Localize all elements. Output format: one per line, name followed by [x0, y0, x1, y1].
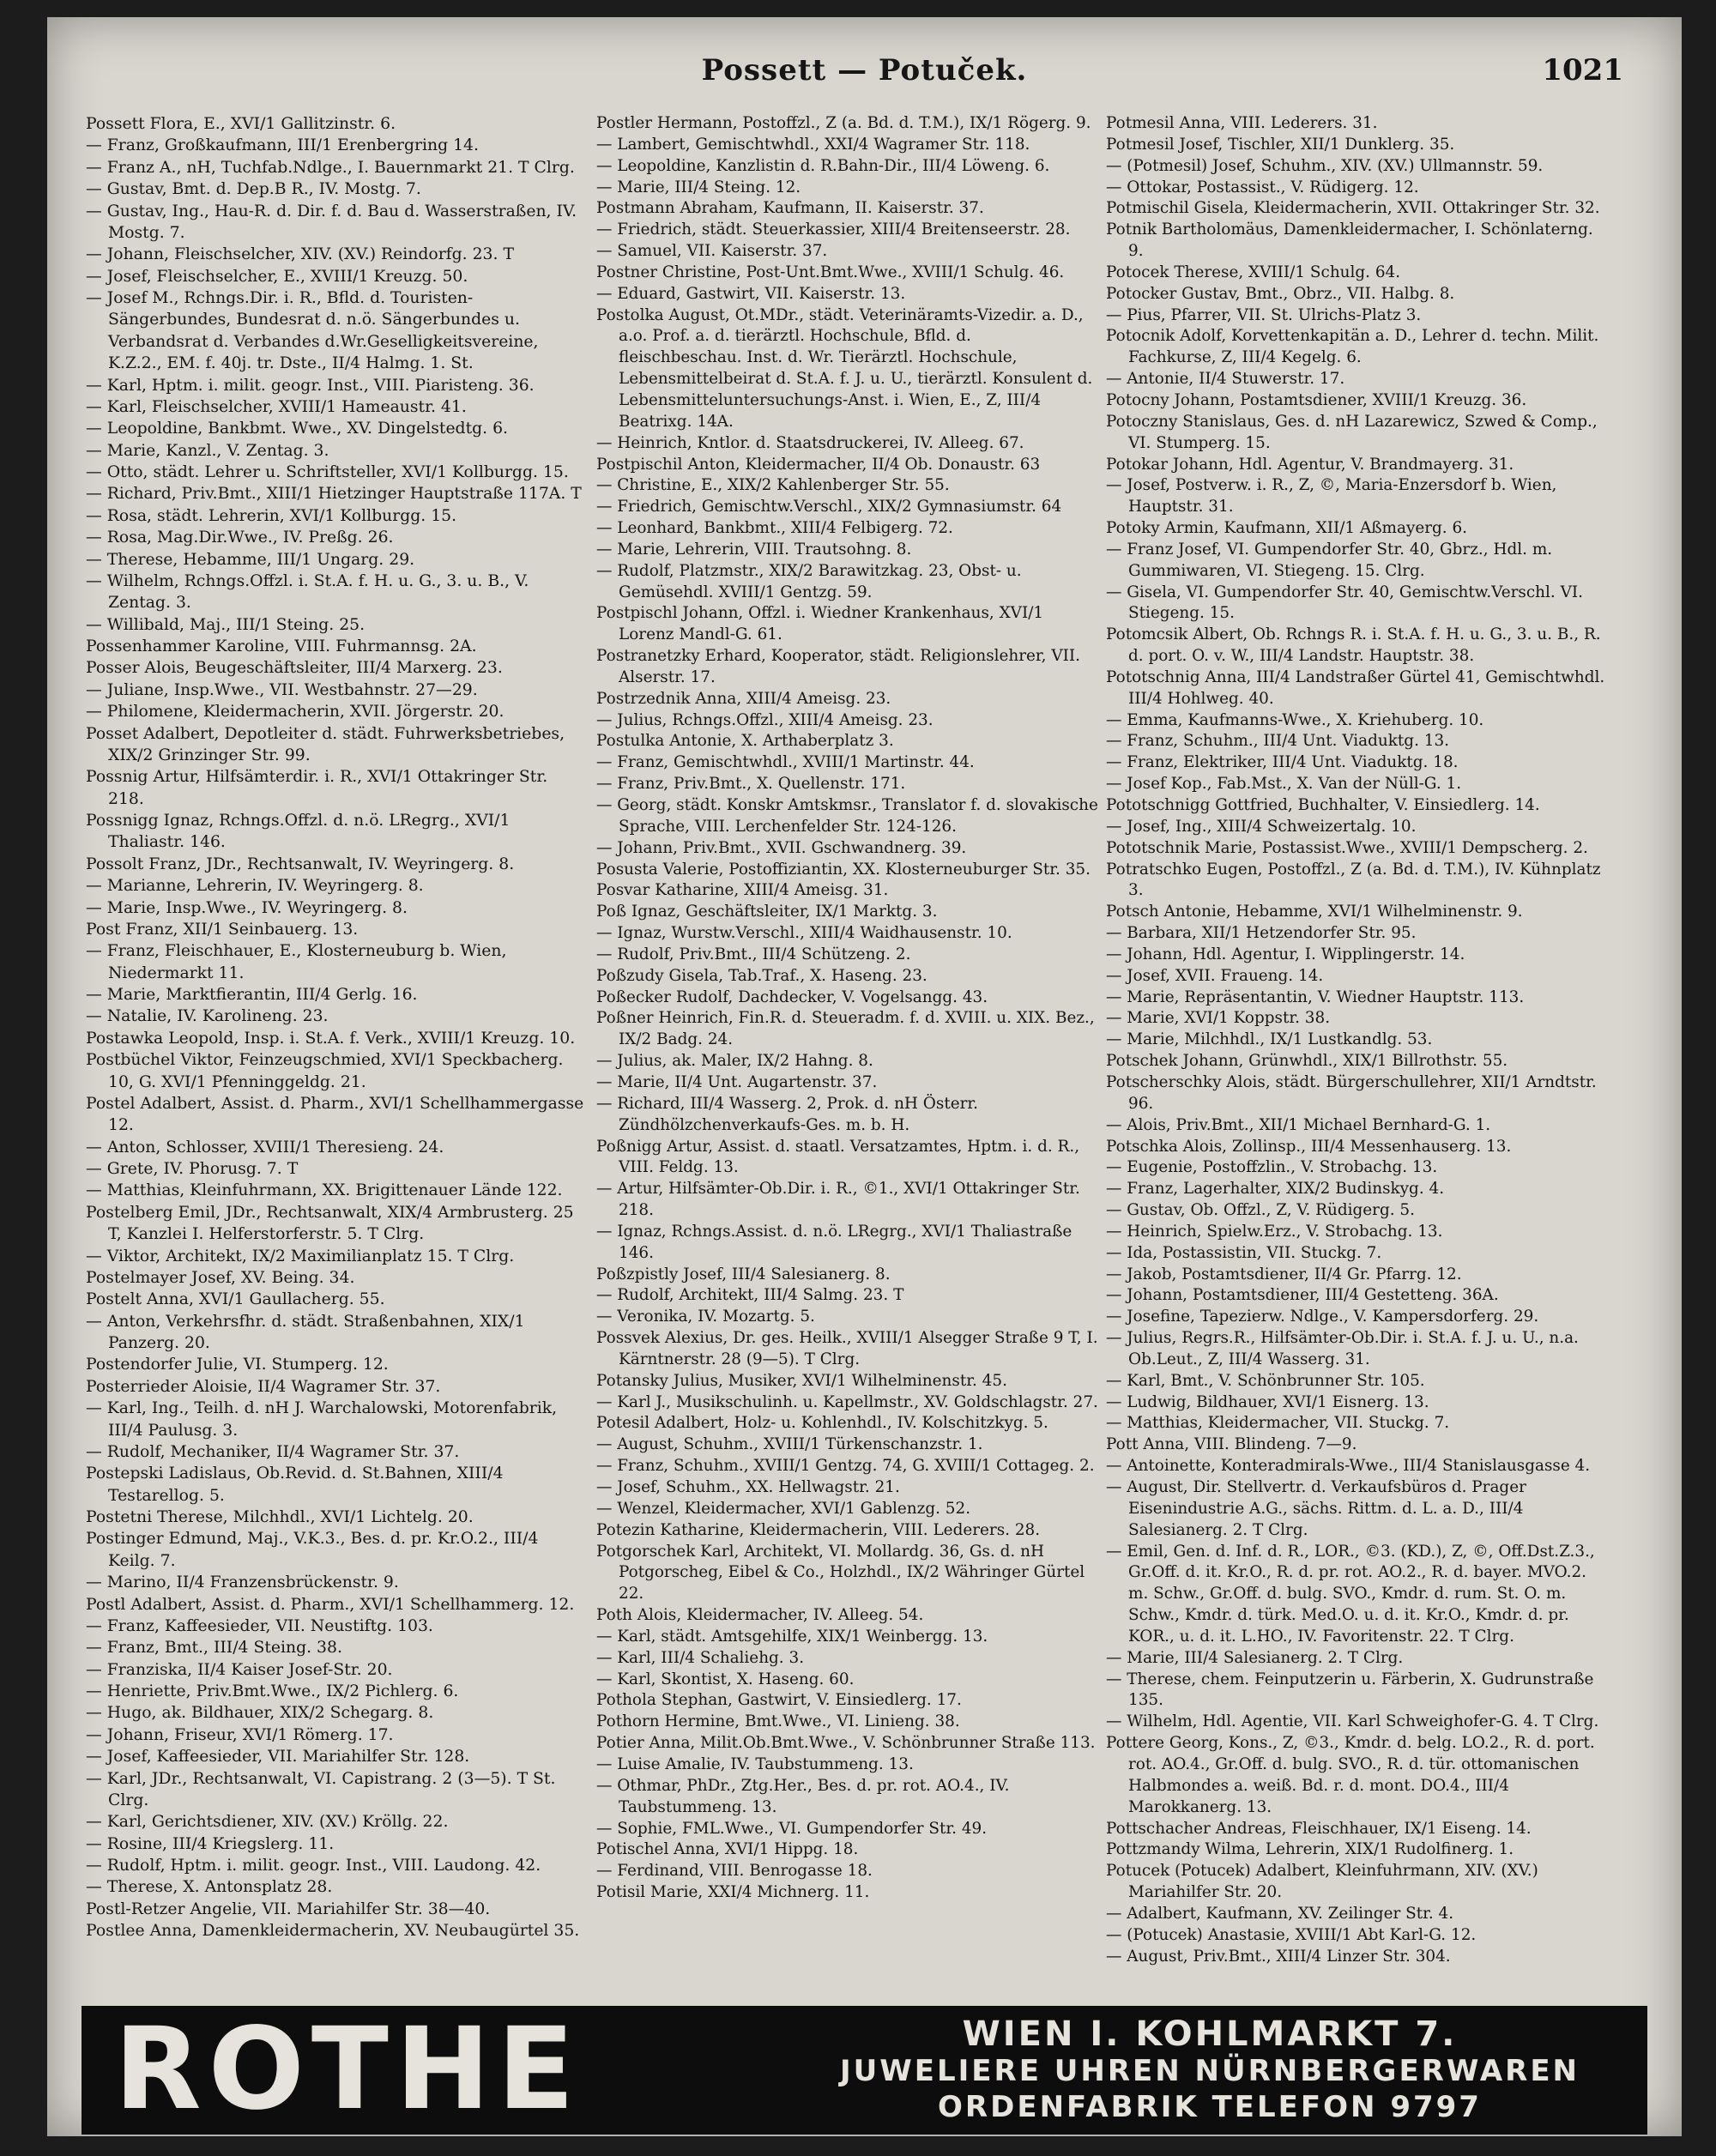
- directory-entry: Possnig Artur, Hilfsämterdir. i. R., XVI/1 Ottakringer Str. 218.: [86, 768, 548, 808]
- directory-entry: — Gustav, Ing., Hau-R. d. Dir. f. d. Bau d. Wasserstraßen, IV. Mostg. 7.: [86, 202, 577, 242]
- directory-entry: — Rosa, städt. Lehrerin, XVI/1 Kollburgg. 15.: [86, 506, 457, 525]
- directory-entry: Postrzednik Anna, XIII/4 Ameisg. 23.: [596, 689, 891, 708]
- directory-entry: — Wilhelm, Hdl. Agentie, VII. Karl Schweighofer-G. 4. T Clrg.: [1106, 1712, 1599, 1731]
- directory-entry: — Marie, III/4 Steing. 12.: [596, 178, 801, 196]
- directory-entry: — Franz A., nH, Tuchfab.Ndlge., I. Bauernmarkt 21. T Clrg.: [86, 158, 575, 177]
- directory-entry: — Sophie, FML.Wwe., VI. Gumpendorfer Str. 49.: [596, 1819, 988, 1838]
- directory-entry: — Rosine, III/4 Kriegslerg. 11.: [86, 1834, 335, 1853]
- directory-entry: Pothola Stephan, Gastwirt, V. Einsiedlerg. 17.: [596, 1691, 962, 1710]
- directory-entry: — Eugenie, Postoffzlin., V. Strobachg. 13.: [1106, 1158, 1438, 1177]
- directory-entry: Potgorschek Karl, Architekt, VI. Mollardg. 36, Gs. d. nH Potgorscheg, Eibel & Co., Holzhdl., IX/2 Währinger Gürtel 22.: [596, 1542, 1085, 1603]
- ad-factory-phone: ORDENFABRIK TELEFON 9797: [938, 2090, 1482, 2124]
- directory-entry: Possolt Franz, JDr., Rechtsanwalt, IV. Weyringerg. 8.: [86, 855, 515, 873]
- directory-entry: Postolka August, Ot.MDr., städt. Veterinäramts-Vizedir. a. D., a.o. Prof. a. d. tierärztl. Hochschule, Bfld. d. fleischbeschau. Inst. d. Wr. Tierärztl. Hochschule, Lebensmittelbeirat d. St.A. f. J. u. U., tierärztl. Konsulent d. Lebensmitteluntersuchungs-Anst. i. Wien, E., Z, III/4 Beatrixg. 14A.: [596, 305, 1093, 431]
- directory-entry: — Karl, städt. Amtsgehilfe, XIX/1 Weinbergg. 13.: [596, 1627, 988, 1646]
- directory-entry: — Matthias, Kleinfuhrmann, XX. Brigittenauer Lände 122.: [86, 1181, 563, 1200]
- directory-entry: Potmischil Gisela, Kleidermacherin, XVII. Ottakringer Str. 32.: [1106, 199, 1600, 218]
- directory-entry: — Karl, Gerichtsdiener, XIV. (XV.) Kröllg. 22.: [86, 1813, 449, 1832]
- directory-entry: Poßzpistly Josef, III/4 Salesianerg. 8.: [596, 1265, 891, 1283]
- directory-entry: — Christine, E., XIX/2 Kahlenberger Str. 55.: [596, 476, 950, 495]
- directory-entry: Pototschnig Anna, III/4 Landstraßer Gürtel 41, Gemischtwhdl. III/4 Hohlweg. 40.: [1106, 667, 1605, 708]
- directory-entry: Potnik Bartholomäus, Damenkleidermacher, I. Schönlaterng. 9.: [1106, 220, 1593, 261]
- directory-entry: — Marie, Repräsentantin, V. Wiedner Hauptstr. 113.: [1106, 987, 1525, 1006]
- directory-entry: — Rudolf, Hptm. i. milit. geogr. Inst., VIII. Laudong. 42.: [86, 1857, 541, 1875]
- directory-entry: — Leopoldine, Bankbmt. Wwe., XV. Dingelstedtg. 6.: [86, 420, 509, 438]
- directory-entry: — Rudolf, Mechaniker, II/4 Wagramer Str. 37.: [86, 1442, 460, 1461]
- directory-entry: — (Potucek) Anastasie, XVIII/1 Abt Karl-G. 12.: [1106, 1925, 1477, 1944]
- directory-entry: Postulka Antonie, X. Arthaberplatz 3.: [596, 732, 894, 751]
- directory-entry: — Antoinette, Konteradmirals-Wwe., III/4 Stanislausgasse 4.: [1106, 1457, 1591, 1476]
- directory-entry: — Josef M., Rchngs.Dir. i. R., Bfld. d. Touristen-Sängerbundes, Bundesrat d. n.ö. Sängerbundes u. Verbandsrat d. Verbandes d.Wr.Geselligkeitsvereine, K.Z.2., EM. f. 40j. tr. Dste., II/4 Halmg. 1. St.: [86, 289, 539, 373]
- directory-page: [47, 17, 1682, 2136]
- directory-entry: — Marie, III/4 Salesianerg. 2. T Clrg.: [1106, 1648, 1404, 1667]
- directory-entry: — Ignaz, Wurstw.Verschl., XIII/4 Waidhausenstr. 10.: [596, 924, 1012, 943]
- directory-entry: — Therese, chem. Feinputzerin u. Färberin, X. Gudrunstraße 135.: [1106, 1670, 1594, 1710]
- directory-entry: — Marie, XVI/1 Koppstr. 38.: [1106, 1009, 1331, 1028]
- directory-entry: — Heinrich, Kntlor. d. Staatsdruckerei, IV. Alleeg. 67.: [596, 433, 1024, 452]
- directory-entry: — Leonhard, Bankbmt., XIII/4 Felbigerg. 72.: [596, 519, 953, 538]
- directory-entry: — Gustav, Bmt. d. Dep.B R., IV. Mostg. 7.: [86, 180, 421, 199]
- directory-entry: — Marie, Lehrerin, VIII. Trautsohng. 8.: [596, 540, 912, 559]
- directory-entry: — Karl, III/4 Schaliehg. 3.: [596, 1648, 805, 1667]
- directory-entry: — Adalbert, Kaufmann, XV. Zeilinger Str. 4.: [1106, 1904, 1454, 1923]
- directory-entry: — Therese, Hebamme, III/1 Ungarg. 29.: [86, 550, 415, 569]
- directory-entry: — Franz, Gemischtwhdl., XVIII/1 Martinstr. 44.: [596, 753, 975, 772]
- directory-entry: — Samuel, VII. Kaiserstr. 37.: [596, 242, 828, 261]
- directory-entry: — Josef, Kaffeesieder, VII. Mariahilfer Str. 128.: [86, 1748, 470, 1766]
- directory-entry: — Karl, Skontist, X. Haseng. 60.: [596, 1670, 855, 1688]
- directory-entry: — Ottokar, Postassist., V. Rüdigerg. 12.: [1106, 178, 1419, 196]
- directory-entry: — Josef, Ing., XIII/4 Schweizertalg. 10.: [1106, 817, 1417, 836]
- directory-entry: Potocek Therese, XVIII/1 Schulg. 64.: [1106, 263, 1401, 281]
- directory-entry: — Josef, Postverw. i. R., Z, ©, Maria-Enzersdorf b. Wien, Hauptstr. 31.: [1106, 476, 1557, 516]
- directory-entry: — Josef, Fleischselcher, E., XVIII/1 Kreuzg. 50.: [86, 267, 468, 286]
- directory-entry: Potier Anna, Milit.Ob.Bmt.Wwe., V. Schönbrunner Straße 113.: [596, 1734, 1096, 1753]
- directory-entry: — Ida, Postassistin, VII. Stuckg. 7.: [1106, 1243, 1382, 1262]
- directory-entry: Potschka Alois, Zollinsp., III/4 Messenhauserg. 13.: [1106, 1137, 1512, 1156]
- directory-entry: Pototschnigg Gottfried, Buchhalter, V. Einsiedlerg. 14.: [1106, 796, 1540, 814]
- directory-entry: Potansky Julius, Musiker, XVI/1 Wilhelminenstr. 45.: [596, 1371, 1007, 1390]
- directory-column-2: [596, 113, 1098, 1988]
- directory-entry: Postepski Ladislaus, Ob.Revid. d. St.Bahnen, XIII/4 Testarellog. 5.: [86, 1465, 504, 1505]
- directory-entry: Poßzudy Gisela, Tab.Traf., X. Haseng. 23.: [596, 966, 927, 985]
- directory-entry: — August, Priv.Bmt., XIII/4 Linzer Str. 304.: [1106, 1947, 1451, 1966]
- directory-entry: Potoczny Stanislaus, Ges. d. nH Lazarewicz, Szwed & Comp., VI. Stumperg. 15.: [1106, 412, 1598, 452]
- directory-entry: — Josef Kop., Fab.Mst., X. Van der Nüll-G. 1.: [1106, 775, 1462, 794]
- directory-entry: Possett Flora, E., XVI/1 Gallitzinstr. 6.: [86, 115, 396, 133]
- directory-entry: Potmesil Josef, Tischler, XII/1 Dunklerg. 35.: [1106, 135, 1455, 154]
- directory-entry: — Julius, Regrs.R., Hilfsämter-Ob.Dir. i. St.A. f. J. u. U., n.a. Ob.Leut., Z, III/4 Wasserg. 31.: [1106, 1329, 1579, 1368]
- ad-trades: JUWELIERE UHREN NÜRNBERGERWAREN: [839, 2054, 1580, 2088]
- directory-entry: — Julius, ak. Maler, IX/2 Hahng. 8.: [596, 1052, 873, 1071]
- directory-entry: Postinger Edmund, Maj., V.K.3., Bes. d. pr. Kr.O.2., III/4 Keilg. 7.: [86, 1530, 539, 1570]
- directory-entry: Poth Alois, Kleidermacher, IV. Alleeg. 54.: [596, 1606, 924, 1625]
- directory-entry: Post Franz, XII/1 Seinbauerg. 13.: [86, 920, 359, 939]
- directory-entry: Postl Adalbert, Assist. d. Pharm., XVI/1 Schellhammerg. 12.: [86, 1595, 575, 1614]
- directory-entry: — Marino, II/4 Franzensbrückenstr. 9.: [86, 1573, 399, 1592]
- directory-entry: Poßner Heinrich, Fin.R. d. Steueradm. f. d. XVIII. u. XIX. Bez., IX/2 Badg. 24.: [596, 1009, 1095, 1049]
- directory-entry: — Marie, Kanzl., V. Zentag. 3.: [86, 441, 329, 460]
- directory-entry: Poßnigg Artur, Assist. d. staatl. Versatzamtes, Hptm. i. d. R., VIII. Feldg. 13.: [596, 1137, 1080, 1177]
- directory-entry: Postel Adalbert, Assist. d. Pharm., XVI/1 Schellhammergasse 12.: [86, 1094, 584, 1135]
- directory-entry: — Heinrich, Spielw.Erz., V. Strobachg. 13.: [1106, 1222, 1443, 1241]
- directory-entry: Potratschko Eugen, Postoffzl., Z (a. Bd. d. T.M.), IV. Kühnplatz 3.: [1106, 860, 1601, 900]
- directory-entry: — Rudolf, Platzmstr., XIX/2 Barawitzkag. 23, Obst- u. Gemüsehdl. XVIII/1 Gentzg. 59.: [596, 561, 1022, 601]
- directory-entry: — Emil, Gen. d. Inf. d. R., LOR., ©3. (KD.), Z, ©, Off.Dst.Z.3., Gr.Off. d. it. Kr.O., R. d. pr. rot. AO.2., R. d. bayer. MVO.2. m. Schw., Gr.Off. d. bulg. SVO., Kmdr. d. rum. St. O. m. Schw., Kmdr. d. türk. Med.O. u. d. it. Kr.O., Kmdr. d. pr. KOR., u. d. it. L.HO., IV. Favoritenstr. 22. T Clrg.: [1106, 1542, 1595, 1646]
- directory-entry: — Natalie, IV. Karolineng. 23.: [86, 1007, 329, 1026]
- directory-entry: Potokar Johann, Hdl. Agentur, V. Brandmayerg. 31.: [1106, 455, 1514, 474]
- directory-entry: Postelmayer Josef, XV. Being. 34.: [86, 1268, 355, 1287]
- directory-entry: — Luise Amalie, IV. Taubstummeng. 13.: [596, 1754, 914, 1773]
- directory-entry: Potocnik Adolf, Korvettenkapitän a. D., Lehrer d. techn. Milit. Fachkurse, Z, III/4 Kegelg. 6.: [1106, 327, 1599, 367]
- directory-entry: — Willibald, Maj., III/1 Steing. 25.: [86, 615, 366, 634]
- directory-entry: Pottschacher Andreas, Fleischhauer, IX/1 Eiseng. 14.: [1106, 1819, 1532, 1838]
- directory-entry: Possenhammer Karoline, VIII. Fuhrmannsg. 2A.: [86, 637, 477, 655]
- directory-entry: — Karl, Bmt., V. Schönbrunner Str. 105.: [1106, 1371, 1425, 1390]
- directory-entry: Postelberg Emil, JDr., Rechtsanwalt, XIX/4 Armbrusterg. 25 T, Kanzlei I. Helferstorferstr. 5. T Clrg.: [86, 1203, 574, 1244]
- directory-entry: — Rudolf, Architekt, III/4 Salmg. 23. T: [596, 1286, 904, 1305]
- directory-entry: — Jakob, Postamtsdiener, II/4 Gr. Pfarrg. 12.: [1106, 1265, 1462, 1283]
- directory-entry: — Gisela, VI. Gumpendorfer Str. 40, Gemischtw.Verschl. VI. Stiegeng. 15.: [1106, 583, 1583, 623]
- directory-entry: — Georg, städt. Konskr Amtskmsr., Translator f. d. slovakische Sprache, VIII. Lerchenfelder Str. 124-126.: [596, 796, 1098, 836]
- directory-entry: Potomcsik Albert, Ob. Rchngs R. i. St.A. f. H. u. G., 3. u. B., R. d. port. O. v. W., III/4 Landstr. Hauptstr. 38.: [1106, 625, 1601, 666]
- directory-entry: — Henriette, Priv.Bmt.Wwe., IX/2 Pichlerg. 6.: [86, 1682, 459, 1700]
- directory-entry: Potmesil Anna, VIII. Lederers. 31.: [1106, 114, 1378, 132]
- directory-entry: Possnigg Ignaz, Rchngs.Offzl. d. n.ö. LRegrg., XVI/1 Thaliastr. 146.: [86, 812, 511, 852]
- directory-entry: — Franziska, II/4 Kaiser Josef-Str. 20.: [86, 1660, 393, 1679]
- directory-entry: Pottzmandy Wilma, Lehrerin, XIX/1 Rudolfinerg. 1.: [1106, 1840, 1514, 1859]
- directory-entry: Postendorfer Julie, VI. Stumperg. 12.: [86, 1356, 389, 1374]
- directory-entry: — Johann, Postamtsdiener, III/4 Gestetteng. 36A.: [1106, 1286, 1499, 1305]
- directory-entry: — Barbara, XII/1 Hetzendorfer Str. 95.: [1106, 924, 1417, 943]
- directory-entry: — Rosa, Mag.Dir.Wwe., IV. Preßg. 26.: [86, 528, 394, 547]
- directory-entry: — Anton, Verkehrsfhr. d. städt. Straßenbahnen, XIX/1 Panzerg. 20.: [86, 1312, 525, 1352]
- directory-entry: — Marie, Marktfierantin, III/4 Gerlg. 16.: [86, 986, 418, 1004]
- directory-entry: — Franz, Großkaufmann, III/1 Erenbergring 14.: [86, 136, 479, 155]
- directory-entry: Posser Alois, Beugeschäftsleiter, III/4 Marxerg. 23.: [86, 659, 503, 678]
- directory-entry: Pothorn Hermine, Bmt.Wwe., VI. Linieng. 38.: [596, 1712, 960, 1731]
- directory-entry: — Matthias, Kleidermacher, VII. Stuckg. 7.: [1106, 1414, 1450, 1433]
- directory-entry: — Johann, Priv.Bmt., XVII. Gschwandnerg. 39.: [596, 838, 967, 857]
- directory-entry: Postl-Retzer Angelie, VII. Mariahilfer Str. 38—40.: [86, 1899, 491, 1918]
- directory-entry: — Rudolf, Priv.Bmt., III/4 Schützeng. 2.: [596, 945, 911, 963]
- directory-entry: — Franz, Kaffeesieder, VII. Neustiftg. 103.: [86, 1616, 433, 1635]
- directory-entry: — Wenzel, Kleidermacher, XVI/1 Gablenzg. 52.: [596, 1499, 971, 1518]
- directory-entry: — Wilhelm, Rchngs.Offzl. i. St.A. f. H. u. G., 3. u. B., V. Zentag. 3.: [86, 571, 529, 613]
- directory-entry: Poßecker Rudolf, Dachdecker, V. Vogelsangg. 43.: [596, 987, 988, 1006]
- page-number: 1021: [1542, 53, 1623, 88]
- directory-entry: — (Potmesil) Josef, Schuhm., XIV. (XV.) Ullmannstr. 59.: [1106, 156, 1544, 175]
- directory-entry: — Franz, Lagerhalter, XIX/2 Budinskyg. 4.: [1106, 1180, 1445, 1199]
- directory-entry: — Othmar, PhDr., Ztg.Her., Bes. d. pr. rot. AO.4., IV. Taubstummeng. 13.: [596, 1776, 1010, 1816]
- directory-entry: — Richard, III/4 Wasserg. 2, Prok. d. nH Österr. Zündhölzchenverkaufs-Ges. m. b. H.: [596, 1094, 979, 1134]
- directory-entry: Postlee Anna, Damenkleidermacherin, XV. Neubaugürtel 35.: [86, 1922, 580, 1941]
- directory-entry: Posusta Valerie, Postoffiziantin, XX. Klosterneuburger Str. 35.: [596, 860, 1091, 879]
- directory-entry: — Ignaz, Rchngs.Assist. d. n.ö. LRegrg., XVI/1 Thaliastraße 146.: [596, 1222, 1072, 1262]
- directory-entry: — Pius, Pfarrer, VII. St. Ulrichs-Platz 3.: [1106, 305, 1422, 324]
- directory-entry: — Josef, Schuhm., XX. Hellwagstr. 21.: [596, 1478, 900, 1496]
- directory-entry: Potschek Johann, Grünwhdl., XIX/1 Billrothstr. 55.: [1106, 1052, 1508, 1071]
- directory-entry: — Eduard, Gastwirt, VII. Kaiserstr. 13.: [596, 284, 906, 303]
- directory-entry: Potocker Gustav, Bmt., Obrz., VII. Halbg. 8.: [1106, 284, 1455, 303]
- directory-entry: Pototschnik Marie, Postassist.Wwe., XVIII/1 Dempscherg. 2.: [1106, 838, 1588, 857]
- directory-entry: — Marie, Insp.Wwe., IV. Weyringerg. 8.: [86, 898, 408, 917]
- directory-entry: Postpischl Johann, Offzl. i. Wiedner Krankenhaus, XVI/1 Lorenz Mandl-G. 61.: [596, 604, 1044, 644]
- directory-entry: Potoky Armin, Kaufmann, XII/1 Aßmayerg. 6.: [1106, 519, 1468, 538]
- directory-entry: — Franz Josef, VI. Gumpendorfer Str. 40, Gbrz., Hdl. m. Gummiwaren, VI. Stiegeng. 15. Clrg.: [1106, 540, 1553, 580]
- directory-entry: — Marianne, Lehrerin, IV. Weyringerg. 8.: [86, 877, 424, 896]
- directory-entry: — Karl, Hptm. i. milit. geogr. Inst., VIII. Piaristeng. 36.: [86, 376, 535, 395]
- directory-entry: — Karl, JDr., Rechtsanwalt, VI. Capistrang. 2 (3—5). T St. Clrg.: [86, 1769, 556, 1809]
- directory-column-3: [1106, 113, 1608, 1988]
- directory-entry: Postawka Leopold, Insp. i. St.A. f. Verk., XVIII/1 Kreuzg. 10.: [86, 1029, 576, 1048]
- directory-entry: — Antonie, II/4 Stuwerstr. 17.: [1106, 370, 1345, 389]
- directory-entry: — Veronika, IV. Mozartg. 5.: [596, 1307, 815, 1326]
- directory-entry: — Franz, Schuhm., III/4 Unt. Viaduktg. 13.: [1106, 732, 1450, 751]
- directory-entry: — Karl, Ing., Teilh. d. nH J. Warchalowski, Motorenfabrik, III/4 Paulusg. 3.: [86, 1399, 558, 1440]
- directory-entry: Posterrieder Aloisie, II/4 Wagramer Str. 37.: [86, 1377, 441, 1396]
- directory-entry: Possvek Alexius, Dr. ges. Heilk., XVIII/1 Alsegger Straße 9 T, I. Kärntnerstr. 28 (9—5). T Clrg.: [596, 1329, 1098, 1368]
- directory-entry: — Ferdinand, VIII. Benrogasse 18.: [596, 1862, 873, 1881]
- directory-entry: — Philomene, Kleidermacherin, XVII. Jörgerstr. 20.: [86, 703, 505, 722]
- directory-entry: Poß Ignaz, Geschäftsleiter, IX/1 Marktg. 3.: [596, 903, 938, 921]
- directory-entry: — Josefine, Tapezierw. Ndlge., V. Kampersdorferg. 29.: [1106, 1307, 1539, 1326]
- directory-entry: Potocny Johann, Postamtsdiener, XVIII/1 Kreuzg. 36.: [1106, 390, 1527, 409]
- directory-entry: Potsch Antonie, Hebamme, XVI/1 Wilhelminenstr. 9.: [1106, 903, 1523, 921]
- directory-entry: Postner Christine, Post-Unt.Bmt.Wwe., XVIII/1 Schulg. 46.: [596, 263, 1065, 281]
- directory-entry: — Juliane, Insp.Wwe., VII. Westbahnstr. 27—29.: [86, 680, 478, 699]
- directory-entry: — Johann, Fleischselcher, XIV. (XV.) Reindorfg. 23. T: [86, 245, 514, 264]
- directory-entry: Posset Adalbert, Depotleiter d. städt. Fuhrwerksbetriebes, XIX/2 Grinzinger Str. 99.: [86, 724, 565, 764]
- directory-entry: Postetni Therese, Milchhdl., XVI/1 Lichtelg. 20.: [86, 1508, 474, 1526]
- directory-entry: — Franz, Priv.Bmt., X. Quellenstr. 171.: [596, 775, 906, 794]
- directory-entry: — Otto, städt. Lehrer u. Schriftsteller, XVI/1 Kollburgg. 15.: [86, 463, 569, 481]
- running-head: Possett — Potuček.: [701, 53, 1028, 88]
- directory-entry: Postelt Anna, XVI/1 Gaullacherg. 55.: [86, 1290, 385, 1309]
- directory-entry: Potscherschky Alois, städt. Bürgerschullehrer, XII/1 Arndtstr. 96.: [1106, 1072, 1597, 1113]
- directory-entry: — Franz, Schuhm., XVIII/1 Gentzg. 74, G. XVIII/1 Cottageg. 2.: [596, 1457, 1095, 1476]
- directory-entry: — Karl, Fleischselcher, XVIII/1 Hameaustr. 41.: [86, 397, 467, 416]
- directory-entry: Potezin Katharine, Kleidermacherin, VIII. Lederers. 28.: [596, 1520, 1041, 1539]
- directory-entry: Potesil Adalbert, Holz- u. Kohlenhdl., IV. Kolschitzkyg. 5.: [596, 1414, 1048, 1433]
- directory-entry: Postranetzky Erhard, Kooperator, städt. Religionslehrer, VII. Alserstr. 17.: [596, 647, 1081, 686]
- directory-entry: — Franz, Elektriker, III/4 Unt. Viaduktg. 18.: [1106, 753, 1459, 772]
- directory-entry: — Artur, Hilfsämter-Ob.Dir. i. R., ©1., XVI/1 Ottakringer Str. 218.: [596, 1180, 1080, 1220]
- directory-entry: — Josef, XVII. Fraueng. 14.: [1106, 966, 1324, 985]
- directory-entry: — Marie, Milchhdl., IX/1 Lustkandlg. 53.: [1106, 1030, 1433, 1049]
- directory-entry: — Gustav, Ob. Offzl., Z, V. Rüdigerg. 5.: [1106, 1201, 1415, 1220]
- directory-entry: — Hugo, ak. Bildhauer, XIX/2 Schegarg. 8.: [86, 1704, 434, 1723]
- ad-address: WIEN I. KOHLMARKT 7.: [962, 2014, 1458, 2054]
- directory-entry: — Johann, Hdl. Agentur, I. Wipplingerstr. 14.: [1106, 945, 1465, 963]
- directory-entry: — Emma, Kaufmanns-Wwe., X. Kriehuberg. 10.: [1106, 710, 1484, 729]
- directory-entry: — Viktor, Architekt, IX/2 Maximilianplatz 15. T Clrg.: [86, 1247, 515, 1265]
- rothe-advertisement: [82, 2003, 1647, 2135]
- directory-entry: Potisil Marie, XXI/4 Michnerg. 11.: [596, 1883, 870, 1902]
- directory-entry: Posvar Katharine, XIII/4 Ameisg. 31.: [596, 881, 889, 900]
- directory-entry: — Franz, Fleischhauer, E., Klosterneuburg b. Wien, Niedermarkt 11.: [86, 942, 507, 982]
- directory-entry: — Ludwig, Bildhauer, XVI/1 Eisnerg. 13.: [1106, 1392, 1429, 1411]
- directory-entry: — Alois, Priv.Bmt., XII/1 Michael Bernhard-G. 1.: [1106, 1115, 1491, 1134]
- directory-entry: — Richard, Priv.Bmt., XIII/1 Hietzinger Hauptstraße 117A. T: [86, 485, 582, 504]
- directory-entry: — Franz, Bmt., III/4 Steing. 38.: [86, 1639, 342, 1658]
- directory-entry: — Julius, Rchngs.Offzl., XIII/4 Ameisg. 23.: [596, 710, 934, 729]
- directory-entry: — Lambert, Gemischtwhdl., XXI/4 Wagramer Str. 118.: [596, 135, 1030, 154]
- directory-entry: — August, Dir. Stellvertr. d. Verkaufsbüros d. Prager Eisenindustrie A.G., sächs. Rittm. d. L. a. D., III/4 Salesianerg. 2. T Clrg.: [1106, 1478, 1526, 1539]
- directory-entry: Postmann Abraham, Kaufmann, II. Kaiserstr. 37.: [596, 199, 984, 218]
- directory-entry: Postler Hermann, Postoffzl., Z (a. Bd. d. T.M.), IX/1 Rögerg. 9.: [596, 114, 1091, 132]
- ad-brand-name: ROTHE: [114, 2003, 582, 2135]
- directory-entry: — Friedrich, Gemischtw.Verschl., XIX/2 Gymnasiumstr. 64: [596, 498, 1062, 516]
- directory-entry: Potucek (Potucek) Adalbert, Kleinfuhrmann, XIV. (XV.) Mariahilfer Str. 20.: [1106, 1862, 1538, 1902]
- directory-entry: — August, Schuhm., XVIII/1 Türkenschanzstr. 1.: [596, 1435, 983, 1454]
- directory-entry: Pottere Georg, Kons., Z, ©3., Kmdr. d. belg. LO.2., R. d. port. rot. AO.4., Gr.Off. d. bulg. SVO., R. d. tür. ottomanischen Halbmondes a. weiß. Bd. r. d. mont. DO.4., III/4 Marokkanerg. 13.: [1106, 1734, 1595, 1816]
- directory-entry: Potischel Anna, XVI/1 Hippg. 18.: [596, 1840, 859, 1859]
- directory-column-1: [86, 113, 588, 1988]
- directory-entry: Postbüchel Viktor, Feinzeugschmied, XVI/1 Speckbacherg. 10, G. XVI/1 Pfenninggeldg. 21.: [86, 1051, 564, 1091]
- directory-entry: — Therese, X. Antonsplatz 28.: [86, 1878, 333, 1897]
- directory-entry: — Marie, II/4 Unt. Augartenstr. 37.: [596, 1072, 878, 1091]
- directory-entry: Postpischil Anton, Kleidermacher, II/4 Ob. Donaustr. 63: [596, 455, 1041, 474]
- directory-entry: — Grete, IV. Phorusg. 7. T: [86, 1160, 299, 1178]
- directory-entry: — Johann, Friseur, XVI/1 Römerg. 17.: [86, 1725, 394, 1744]
- directory-entry: — Friedrich, städt. Steuerkassier, XIII/4 Breitenseerstr. 28.: [596, 220, 1071, 239]
- directory-entry: — Anton, Schlosser, XVIII/1 Theresieng. 24.: [86, 1138, 444, 1157]
- directory-entry: Pott Anna, VIII. Blindeng. 7—9.: [1106, 1435, 1357, 1454]
- directory-entry: — Leopoldine, Kanzlistin d. R.Bahn-Dir., III/4 Löweng. 6.: [596, 156, 1050, 175]
- directory-entry: — Karl J., Musikschulinh. u. Kapellmstr., XV. Goldschlagstr. 27.: [596, 1392, 1098, 1411]
